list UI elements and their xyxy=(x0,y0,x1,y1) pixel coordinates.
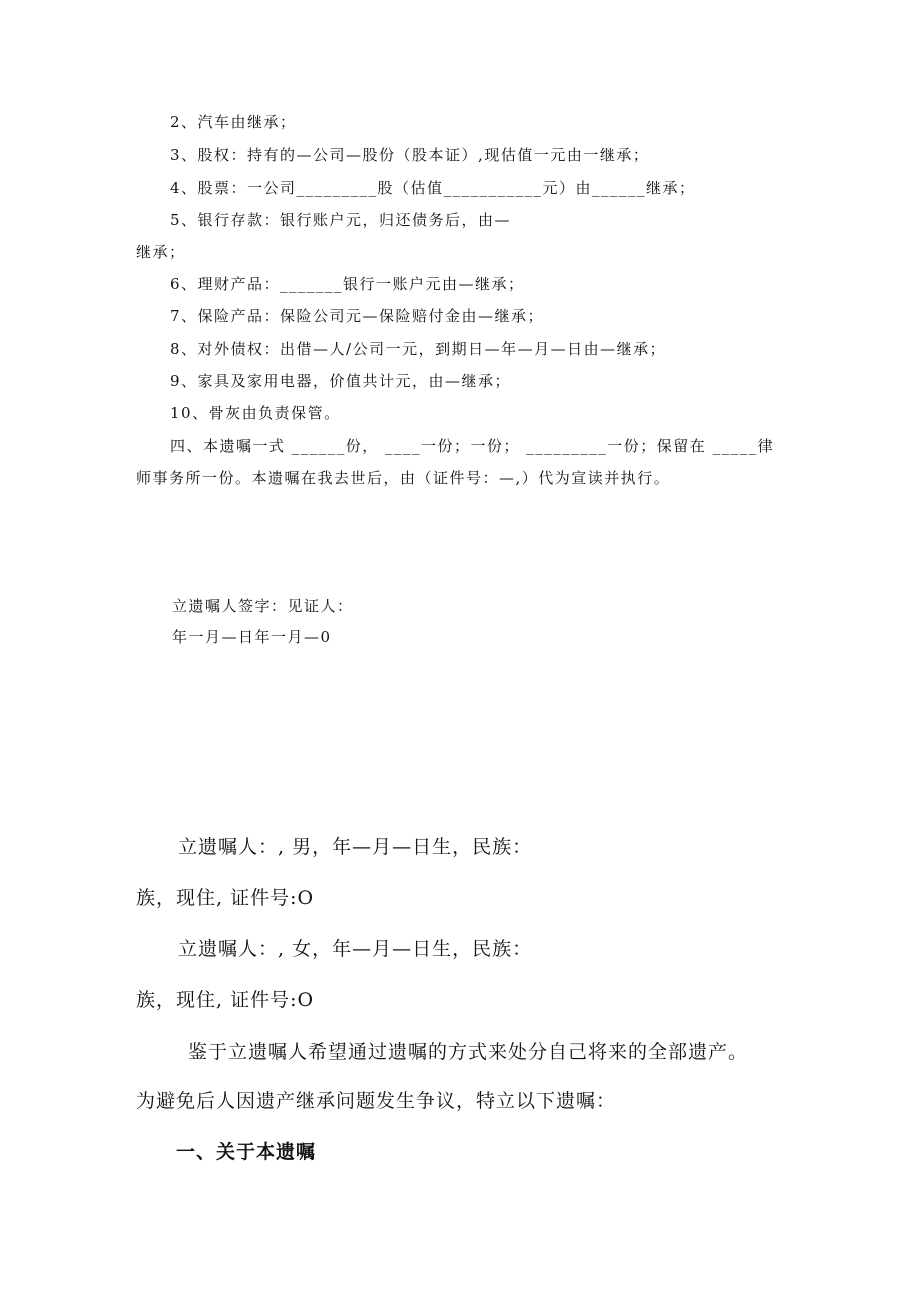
bequest-item-equity: 3、股权：持有的—公司—股份（股本证）,现估值一元由一继承； xyxy=(170,146,650,164)
bequest-item-stocks: 4、股票：一公司_________股（估值___________元）由______继承； xyxy=(170,179,696,197)
clause-four-line2: 师事务所一份。本遗嘱在我去世后，由（证件号：—,）代为宣读并执行。 xyxy=(136,469,671,487)
preamble-line1: 鉴于立遗嘱人希望通过遗嘱的方式来处分自己将来的全部遗产。 xyxy=(188,1041,749,1063)
testator-male-line1: 立遗嘱人：, 男，年—月—日生，民族： xyxy=(178,836,533,858)
testator-female-line2: 族，现住, 证件号:O xyxy=(136,989,315,1011)
bequest-item-wealth-products: 6、理财产品：_______银行一账户元由—继承； xyxy=(170,275,525,293)
signature-line: 立遗嘱人签字：见证人： xyxy=(172,597,354,615)
bequest-item-car: 2、汽车由继承； xyxy=(170,113,297,131)
testator-male-line2: 族，现住, 证件号:O xyxy=(136,887,315,909)
bequest-item-bank-deposit: 5、银行存款：银行账户元，归还债务后，由— xyxy=(170,211,512,229)
signature-date-line: 年一月—日年一月—0 xyxy=(172,628,332,646)
bequest-item-insurance: 7、保险产品：保险公司元—保险赔付金由—继承； xyxy=(170,307,545,325)
testator-female-line1: 立遗嘱人：, 女，年—月—日生，民族： xyxy=(178,938,533,960)
clause-four-line1: 四、本遗嘱一式 ______份， ____一份；一份； _________一份；保留在 _____律 xyxy=(170,437,775,455)
bequest-item-ashes: 10、骨灰由负责保管。 xyxy=(170,404,341,422)
section-heading: 一、关于本遗嘱 xyxy=(176,1141,317,1163)
preamble-line2: 为避免后人因遗产继承问题发生争议，特立以下遗嘱： xyxy=(136,1090,617,1112)
bequest-item-furniture: 9、家具及家用电器，价值共计元，由—继承； xyxy=(170,372,512,390)
bequest-item-bank-deposit-cont: 继承； xyxy=(136,243,186,261)
bequest-item-external-credit: 8、对外债权：出借—人/公司一元，到期日—年—月—日由—继承； xyxy=(170,340,667,358)
